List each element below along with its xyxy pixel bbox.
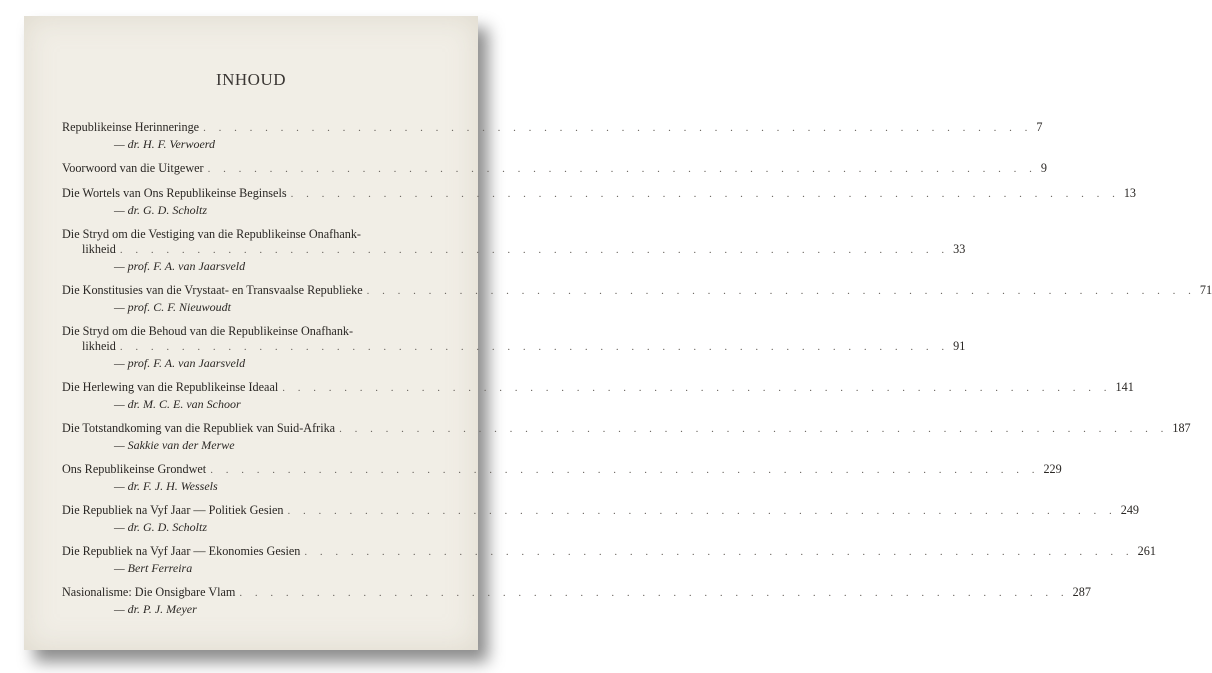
dot-leader: . . . . . . . . . . . . . . . . . . . . . . . . . . . . . . . . . . . . . . . . . . . . . . . . . . . . . . [290,188,1120,200]
toc-entry-title: Ons Republikeinse Grondwet [62,462,207,476]
toc-entry-title: Voorwoord van die Uitgewer [62,161,204,175]
toc-entry-title: Die Konstitusies van die Vrystaat- en Transvaalse Republieke [62,283,363,297]
table-of-contents [62,120,1212,626]
toc-page-number: 229 [1043,462,1062,476]
toc-entry [62,120,1043,152]
toc-entry-line [62,339,966,355]
toc-entry-author: — Bert Ferreira [114,561,193,575]
toc-entry-line [62,421,1191,437]
toc-page-number: 13 [1123,186,1137,200]
dot-leader: . . . . . . . . . . . . . . . . . . . . . . . . . . . . . . . . . . . . . . . . . . . . . . . . . . . . . . [239,587,1069,599]
dot-leader: . . . . . . . . . . . . . . . . . . . . . . . . . . . . . . . . . . . . . . . . . . . . . . . . . . . . . . [203,122,1033,134]
toc-entry-author: — Sakkie van der Merwe [114,438,235,452]
toc-entry-author: — dr. G. D. Scholtz [114,520,208,534]
toc-entry-line [62,462,1062,478]
toc-page-number: 9 [1040,161,1047,175]
book-page [24,16,1212,650]
toc-entry [62,186,1137,218]
toc-entry-title-line: Die Stryd om die Behoud van die Republikeinse Onafhank- [62,324,354,338]
toc-entry [62,462,1062,494]
toc-entry-author: — prof. F. A. van Jaarsveld [114,259,246,273]
dot-leader: . . . . . . . . . . . . . . . . . . . . . . . . . . . . . . . . . . . . . . . . . . . . . . . . . . . . . . [119,341,950,353]
toc-entry [62,283,1212,315]
toc-entry-line [62,242,966,258]
toc-page-number: 141 [1115,380,1134,394]
toc-entry-author: — dr. H. F. Verwoerd [114,137,216,151]
toc-entry-line [62,161,1047,177]
toc-entry [62,585,1091,617]
toc-entry-author: — dr. F. J. H. Wessels [114,479,218,493]
toc-page-number: 287 [1072,585,1091,599]
dot-leader: . . . . . . . . . . . . . . . . . . . . . . . . . . . . . . . . . . . . . . . . . . . . . . . . . . . . . . [287,505,1117,517]
toc-entry-line [62,120,1043,136]
dot-leader: . . . . . . . . . . . . . . . . . . . . . . . . . . . . . . . . . . . . . . . . . . . . . . . . . . . . . . [304,546,1134,558]
dot-leader: . . . . . . . . . . . . . . . . . . . . . . . . . . . . . . . . . . . . . . . . . . . . . . . . . . . . . . [366,285,1196,297]
toc-page-number: 71 [1199,283,1212,297]
toc-page-number: 249 [1120,503,1140,517]
toc-entry [62,324,966,371]
dot-leader: . . . . . . . . . . . . . . . . . . . . . . . . . . . . . . . . . . . . . . . . . . . . . . . . . . . . . . [282,382,1112,394]
toc-entry [62,421,1191,453]
toc-entry-line [62,186,1137,202]
toc-entry-title-line: Die Stryd om die Vestiging van die Republikeinse Onafhank- [62,227,361,241]
toc-page-number: 187 [1172,421,1191,435]
dot-leader: . . . . . . . . . . . . . . . . . . . . . . . . . . . . . . . . . . . . . . . . . . . . . . . . . . . . . . [210,464,1040,476]
toc-entry [62,227,966,274]
toc-entry-title: likheid [82,339,116,353]
toc-page-number: 261 [1137,544,1156,558]
toc-entry-author: — prof. C. F. Nieuwoudt [114,300,232,314]
toc-entry-title: Die Republiek na Vyf Jaar — Politiek Gesien [62,503,284,517]
toc-entry-line [62,585,1091,601]
toc-entry-title: Die Wortels van Ons Republikeinse Beginsels [62,186,287,200]
toc-entry-title: Die Republiek na Vyf Jaar — Ekonomies Gesien [62,544,301,558]
toc-entry-author: — prof. F. A. van Jaarsveld [114,356,246,370]
toc-entry-line [62,503,1140,519]
toc-entry-title: Die Herlewing van die Republikeinse Ideaal [62,380,279,394]
toc-entry-title: Die Totstandkoming van die Republiek van Suid-Afrika [62,421,336,435]
toc-entry [62,380,1134,412]
toc-entry-author: — dr. G. D. Scholtz [114,203,208,217]
toc-entry [62,544,1156,576]
toc-entry [62,503,1140,535]
dot-leader: . . . . . . . . . . . . . . . . . . . . . . . . . . . . . . . . . . . . . . . . . . . . . . . . . . . . . . [339,423,1169,435]
toc-entry-author: — dr. M. C. E. van Schoor [114,397,241,411]
toc-entry-line [62,544,1156,560]
dot-leader: . . . . . . . . . . . . . . . . . . . . . . . . . . . . . . . . . . . . . . . . . . . . . . . . . . . . . . [207,163,1037,175]
toc-entry-author: — dr. P. J. Meyer [114,602,197,616]
toc-entry-line [62,283,1212,299]
toc-entry-title: Nasionalisme: Die Onsigbare Vlam [62,585,236,599]
toc-entry-title: likheid [82,242,116,256]
toc-page-number: 7 [1036,120,1043,134]
dot-leader: . . . . . . . . . . . . . . . . . . . . . . . . . . . . . . . . . . . . . . . . . . . . . . . . . . . . . . [119,244,950,256]
toc-entry-title: Republikeinse Herinneringe [62,120,200,134]
toc-entry-line [62,380,1134,396]
toc-page-number: 91 [953,339,966,353]
toc-page-number: 33 [953,242,966,256]
toc-entry [62,161,1047,177]
page-title: INHOUD [215,70,287,89]
